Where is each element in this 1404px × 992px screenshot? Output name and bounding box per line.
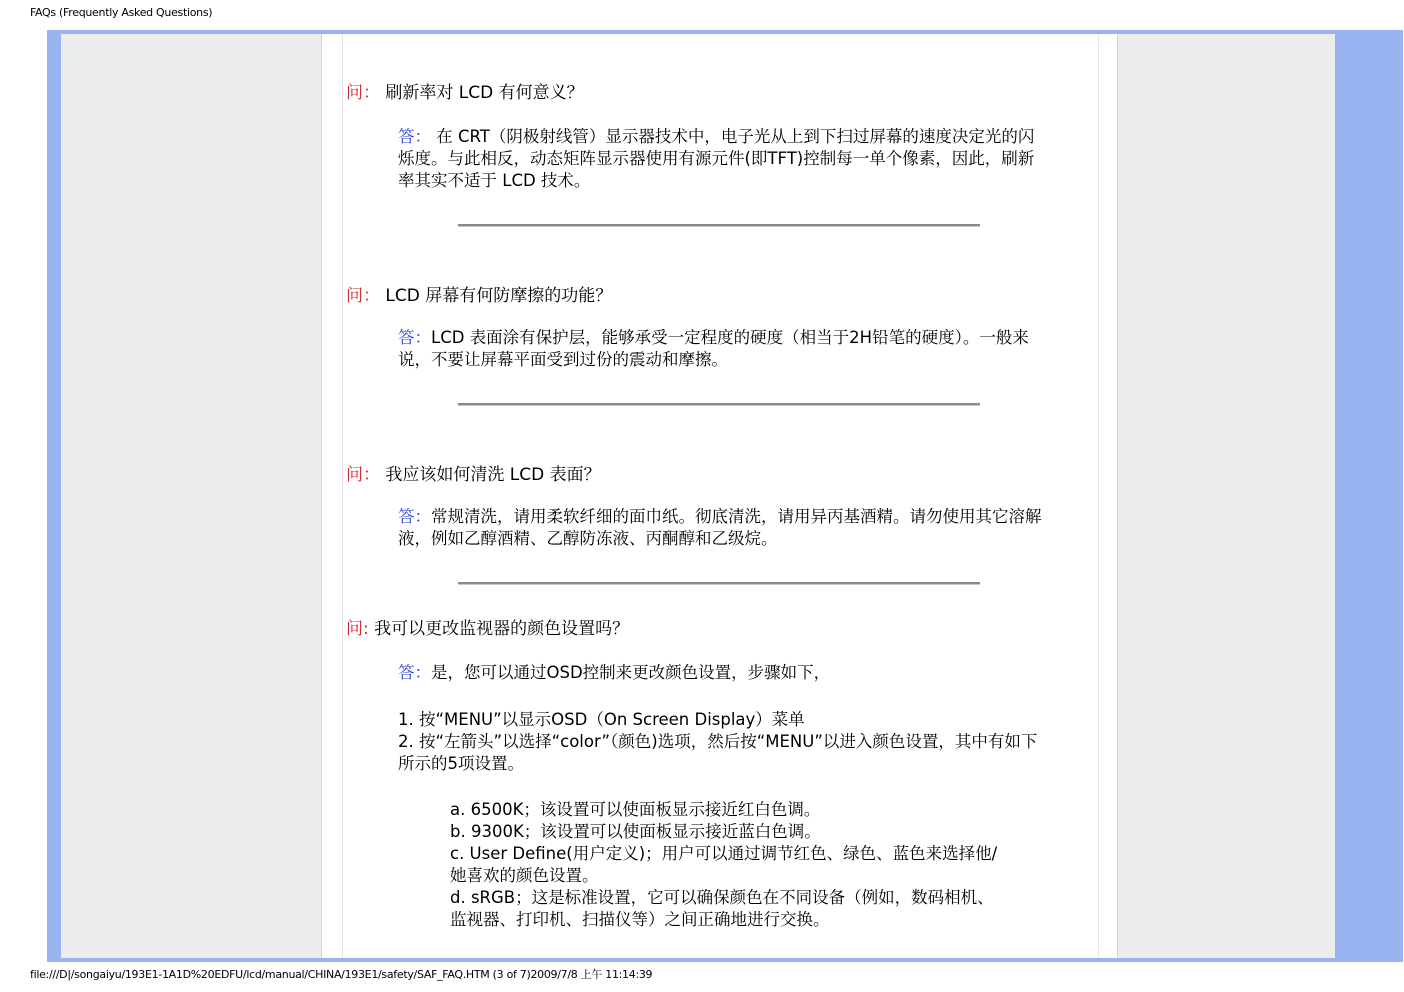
answer-text: 常规清洗，请用柔软纤细的面巾纸。彻底清洗，请用异丙基酒精。请勿使用其它溶解液，例如乙醇酒精、乙醇防冻液、丙酮醇和乙级烷。: [398, 507, 1042, 548]
option-item: c. User Define(用户定义)；用户可以通过调节红色、绿色、蓝色来选择他/她喜欢的颜色设置。: [450, 844, 998, 885]
question-text: LCD 屏幕有何防摩擦的功能？: [385, 286, 613, 306]
answer-text: 在 CRT（阴极射线管）显示器技术中，电子光从上到下扫过屏幕的速度决定光的闪烁度。与此相反，动态矩阵显示器使用有源元件(即TFT)控制每一单个像素，因此，刷新率其实不适于 LCD 技术。: [398, 127, 1035, 190]
answer-label: 答：: [398, 507, 431, 526]
faq-question-2: [346, 281, 612, 306]
answer-text: 是，您可以通过OSD控制来更改颜色设置，步骤如下，: [431, 663, 831, 682]
question-text: 刷新率对 LCD 有何意义？: [385, 83, 584, 103]
right-side-panel: [1117, 34, 1335, 958]
faq-answer-3: [398, 506, 1043, 550]
step-item: 1. 按“MENU”以显示OSD（On Screen Display）菜单: [398, 710, 805, 729]
faq-question-4: [346, 614, 629, 639]
answer-text: LCD 表面涂有保护层，能够承受一定程度的硬度（相当于2H铅笔的硬度）。一般来说，不要让屏幕平面受到过份的震动和摩擦。: [398, 328, 1029, 369]
question-text: 我可以更改监视器的颜色设置吗？: [374, 619, 630, 639]
faq-question-1: [346, 78, 584, 103]
osd-steps: [398, 709, 1038, 775]
faq-answer-1: [398, 126, 1043, 192]
option-item: b. 9300K；该设置可以使面板显示接近蓝白色调。: [450, 822, 821, 841]
answer-label: 答：: [398, 663, 431, 682]
question-label: 问：: [346, 83, 380, 103]
question-label: 问：: [346, 465, 380, 485]
divider: [458, 582, 980, 585]
faq-answer-4: [398, 662, 1043, 684]
page-footer-url: file:///D|/songaiyu/193E1-1A1D%20EDFU/lcd/manual/CHINA/193E1/safety/SAF_FAQ.HTM (3 of 7)2009/7/8 上午 11:14:39: [30, 968, 653, 981]
left-gutter: [322, 34, 343, 958]
option-item: d. sRGB；这是标准设置，它可以确保颜色在不同设备（例如，数码相机、监视器、打印机、扫描仪等）之间正确地进行交换。: [450, 888, 994, 929]
page-header-title: FAQs (Frequently Asked Questions): [30, 6, 213, 19]
answer-label: 答：: [398, 328, 431, 347]
question-text: 我应该如何清洗 LCD 表面？: [385, 465, 601, 485]
step-item: 2. 按“左箭头”以选择“color”（颜色)选项，然后按“MENU”以进入颜色设置，其中有如下所示的5项设置。: [398, 732, 1038, 773]
question-label: 问：: [346, 286, 380, 306]
left-side-panel: [61, 34, 322, 958]
faq-question-3: [346, 460, 601, 485]
faq-content: [343, 34, 1098, 958]
answer-label: 答：: [398, 127, 431, 146]
divider: [458, 224, 980, 227]
option-item: a. 6500K；该设置可以使面板显示接近红白色调。: [450, 800, 821, 819]
right-gutter: [1098, 34, 1117, 958]
question-label: 问:: [346, 619, 369, 639]
faq-answer-2: [398, 327, 1043, 371]
divider: [458, 403, 980, 406]
color-options: [450, 799, 1010, 931]
